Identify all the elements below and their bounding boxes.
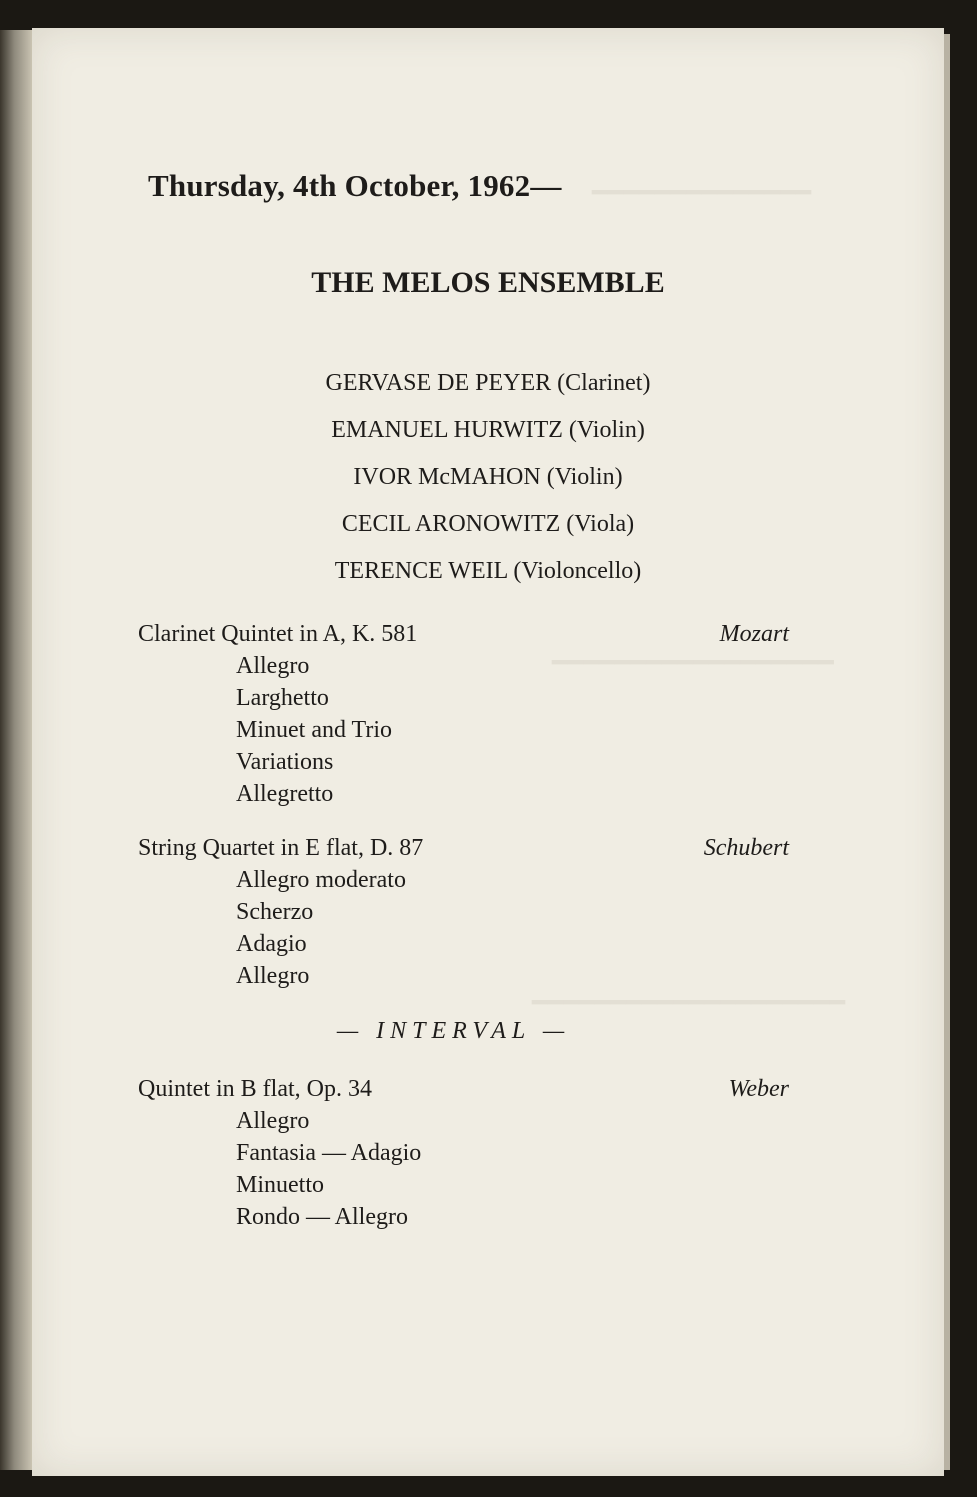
show-through-decoration: ━━━━━━━━━━━━━━━━━━━━	[532, 988, 846, 1017]
movement-item: Allegro	[236, 653, 310, 679]
performer-item: TERENCE WEIL (Violoncello)	[334, 558, 642, 584]
concert-date-heading: Thursday, 4th October, 1962—	[148, 168, 562, 203]
program-page	[32, 28, 944, 1476]
work-title: Quintet in B flat, Op. 34	[138, 1076, 372, 1102]
show-through-decoration: ━━━━━━━━━━━━━━━━━━	[552, 648, 834, 677]
movement-item: Variations	[236, 749, 334, 775]
performer-item: GERVASE DE PEYER (Clarinet)	[325, 370, 651, 396]
movement-item: Fantasia — Adagio	[236, 1140, 422, 1166]
movement-item: Allegro	[236, 1108, 310, 1134]
movement-item: Adagio	[236, 931, 307, 957]
work-entry	[138, 1073, 789, 1233]
movement-item: Minuet and Trio	[236, 717, 393, 743]
work-entry	[138, 618, 789, 810]
movement-item: Allegro moderato	[236, 867, 406, 893]
composer-name: Mozart	[719, 621, 789, 647]
performer-item: EMANUEL HURWITZ (Violin)	[331, 417, 645, 443]
ensemble-name: THE MELOS ENSEMBLE	[311, 266, 665, 299]
show-through-decoration: ━━━━━━━━━━━━━━	[592, 178, 812, 207]
composer-name: Schubert	[703, 835, 789, 861]
performer-item: IVOR McMAHON (Violin)	[353, 464, 623, 490]
interval-marker: — INTERVAL —	[336, 1018, 571, 1044]
page-edge	[944, 34, 950, 1470]
movement-item: Allegro	[236, 963, 310, 989]
performer-list	[32, 366, 944, 601]
movement-item: Larghetto	[236, 685, 329, 711]
movement-item: Scherzo	[236, 899, 314, 925]
program-listing	[138, 618, 789, 1247]
movement-item: Allegretto	[236, 781, 334, 807]
performer-item: CECIL ARONOWITZ (Viola)	[341, 511, 635, 537]
movement-item: Minuetto	[236, 1172, 324, 1198]
book-spine	[0, 30, 32, 1470]
work-entry	[138, 832, 789, 992]
work-title: Clarinet Quintet in A, K. 581	[138, 621, 418, 647]
movement-item: Rondo — Allegro	[236, 1204, 408, 1230]
work-title: String Quartet in E flat, D. 87	[138, 835, 424, 861]
composer-name: Weber	[728, 1076, 789, 1102]
